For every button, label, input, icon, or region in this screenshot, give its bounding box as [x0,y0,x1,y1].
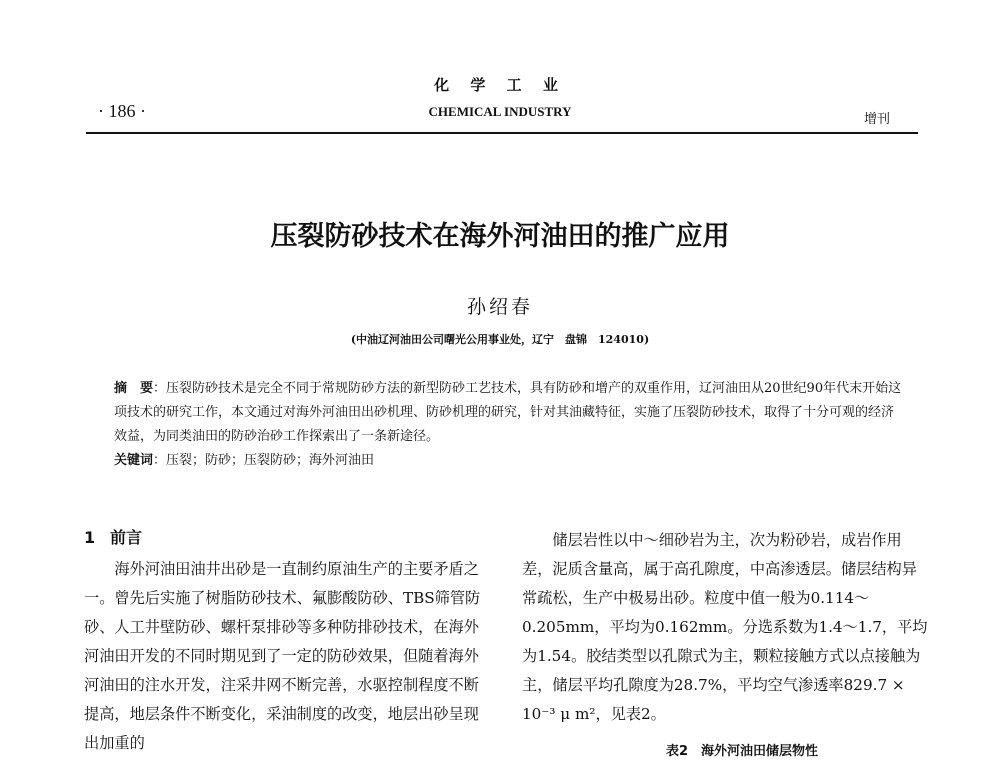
section-heading [84,526,494,555]
body-column-right [522,526,932,760]
section-number: 1 [84,528,96,547]
keywords-label: 关键词 [114,453,154,468]
abstract-label: 摘 要 [114,381,154,396]
section-paragraph: 海外河油田油井出砂是一直制约原油生产的主要矛盾之一。曾先后实施了树脂防砂技术、氟膨酸防砂、TBS筛管防砂、人工井壁防砂、螺杆泵排砂等多种防排砂技术，在海外河油田开发的不同时期见到了一定的防砂效果，但随着海外河油田的注水开发，注采井网不断完善，水驱控制程度不断提高，地层条件不断变化，采油制度的改变，地层出砂呈现出加重的 [84,560,481,752]
article-title: 压裂防砂技术在海外河油田的推广应用 [270,221,730,252]
header-rule [86,132,918,134]
abstract-text: ：压裂防砂技术是完全不同于常规防砂方法的新型防砂工艺技术，具有防砂和增产的双重作用，辽河油田从20世纪90年代末开始这项技术的研究工作，本文通过对海外河油田出砂机理、防砂机理的研究，针对其油藏特征，实施了压裂防砂技术，取得了十分可观的经济效益，为同类油田的防砂治砂工作探索出了一条新途径。 [114,381,902,444]
keywords-paragraph [114,449,904,473]
author-affiliation: (中油辽河油田公司曙光公用事业处，辽宁 盘锦 124010) [350,333,650,346]
issue-label: 增刊 [864,112,891,127]
reservoir-paragraph: 储层岩性以中～细砂岩为主，次为粉砂岩，成岩作用差，泥质含量高，属于高孔隙度，中高渗透层。储层结构异常疏松，生产中极易出砂。粒度中值一般为0.114～0.205mm，平均为0.162mm。分选系数为1.4～1.7，平均为1.54。胶结类型以孔隙式为主，颗粒接触方式以点接触为主，储层平均孔隙度为28.7%，平均空气渗透率829.7 × 10⁻³ μ m²，见表2。 [522,531,928,723]
body-column-left [84,526,494,760]
journal-title-en: CHEMICAL INDUSTRY [428,104,572,119]
section-title: 前言 [110,528,143,547]
author-name: 孙绍春 [466,296,533,318]
abstract-paragraph [114,377,904,449]
abstract-block [114,377,904,473]
table-caption: 表2 海外河油田储层物性 [665,744,819,759]
page-number: · 186 · [98,101,146,121]
keywords-text: ：压裂；防砂；压裂防砂；海外河油田 [153,453,375,468]
journal-title-cn: 化 学 工 业 [434,76,566,94]
